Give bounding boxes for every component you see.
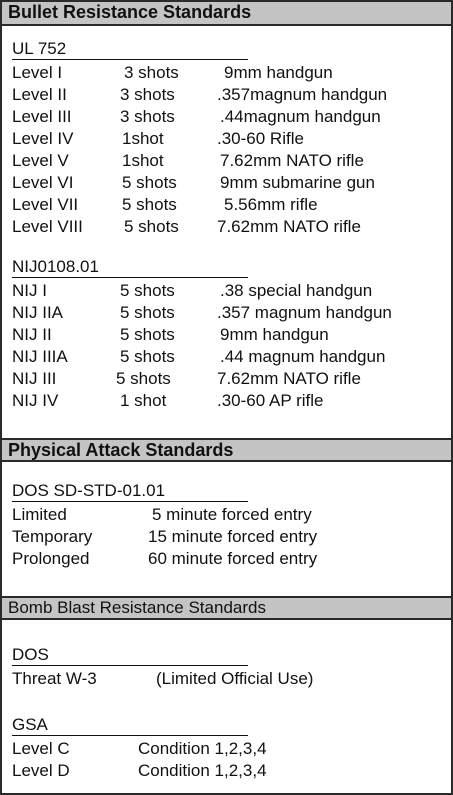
shots-value: 5 shots xyxy=(122,195,177,214)
table-row xyxy=(12,760,447,782)
shots-value: 5 shots xyxy=(124,217,179,236)
level-label: Threat W-3 xyxy=(12,669,97,688)
level-label: Level VI xyxy=(12,173,74,192)
entry-value: 60 minute forced entry xyxy=(148,549,318,568)
shots-value: 1 shot xyxy=(120,391,167,410)
gsa-rows xyxy=(12,738,447,782)
table-row xyxy=(12,668,447,690)
shots-value: 3 shots xyxy=(124,63,179,82)
table-row xyxy=(12,216,447,238)
shots-value: 5 shots xyxy=(120,281,175,300)
weapon-value: 7.62mm NATO rifle xyxy=(217,217,361,236)
table-row xyxy=(12,194,447,216)
table-row xyxy=(12,150,447,172)
level-label: Level III xyxy=(12,107,72,126)
bullet-resistance-header: Bullet Resistance Standards xyxy=(2,2,451,26)
table-row xyxy=(12,128,447,150)
level-label: Level VII xyxy=(12,195,79,214)
level-label: Limited xyxy=(12,505,67,524)
shots-value: 5 shots xyxy=(122,173,177,192)
ul-752-rows xyxy=(12,62,447,238)
entry-value: 5 minute forced entry xyxy=(152,505,312,524)
level-label: NIJ IV xyxy=(12,391,59,410)
level-label: Level D xyxy=(12,761,70,780)
weapon-value: .30-60 Rifle xyxy=(217,129,304,148)
level-label: Level I xyxy=(12,63,63,82)
entry-value: 15 minute forced entry xyxy=(148,527,318,546)
level-label: Temporary xyxy=(12,527,93,546)
shots-value: 3 shots xyxy=(120,107,175,126)
table-row xyxy=(12,84,447,106)
level-label: NIJ IIA xyxy=(12,303,64,322)
shots-value: 5 shots xyxy=(120,303,175,322)
level-label: Prolonged xyxy=(12,549,90,568)
shots-value: 5 shots xyxy=(120,325,175,344)
weapon-value: .357 magnum handgun xyxy=(217,303,392,322)
weapon-value: .44 magnum handgun xyxy=(220,347,386,366)
table-row xyxy=(12,738,447,760)
physical-attack-rows xyxy=(12,504,447,570)
table-row xyxy=(12,504,447,526)
dos-title: DOS xyxy=(12,644,248,666)
table-row xyxy=(12,302,447,324)
table-row xyxy=(12,368,447,390)
nij-title: NIJ0108.01 xyxy=(12,256,248,278)
table-row xyxy=(12,106,447,128)
classification-value: (Limited Official Use) xyxy=(156,669,314,688)
shots-value: 1shot xyxy=(122,151,164,170)
dos-sd-std-title: DOS SD-STD-01.01 xyxy=(12,480,248,502)
physical-attack-header: Physical Attack Standards xyxy=(2,438,451,462)
weapon-value: 7.62mm NATO rifle xyxy=(220,151,364,170)
level-label: Level V xyxy=(12,151,69,170)
weapon-value: .357magnum handgun xyxy=(217,85,388,104)
weapon-value: 9mm submarine gun xyxy=(220,173,375,192)
level-label: NIJ IIIA xyxy=(12,347,68,366)
ul-752-title: UL 752 xyxy=(12,38,248,60)
weapon-value: .30-60 AP rifle xyxy=(217,391,324,410)
shots-value: 1shot xyxy=(122,129,164,148)
shots-value: 5 shots xyxy=(116,369,171,388)
table-row xyxy=(12,526,447,548)
condition-value: Condition 1,2,3,4 xyxy=(138,761,267,780)
bomb-dos-rows xyxy=(12,668,447,690)
weapon-value: 5.56mm rifle xyxy=(224,195,318,214)
level-label: NIJ I xyxy=(12,281,47,300)
shots-value: 3 shots xyxy=(120,85,175,104)
table-row xyxy=(12,172,447,194)
level-label: NIJ III xyxy=(12,369,57,388)
condition-value: Condition 1,2,3,4 xyxy=(138,739,267,758)
level-label: Level IV xyxy=(12,129,74,148)
level-label: Level II xyxy=(12,85,67,104)
table-row xyxy=(12,280,447,302)
shots-value: 5 shots xyxy=(120,347,175,366)
weapon-value: 9mm handgun xyxy=(220,325,329,344)
weapon-value: 7.62mm NATO rifle xyxy=(217,369,361,388)
table-row xyxy=(12,346,447,368)
level-label: NIJ II xyxy=(12,325,52,344)
weapon-value: 9mm handgun xyxy=(224,63,333,82)
table-row xyxy=(12,390,447,412)
nij-rows xyxy=(12,280,447,412)
gsa-title: GSA xyxy=(12,714,248,736)
level-label: Level VIII xyxy=(12,217,83,236)
level-label: Level C xyxy=(12,739,70,758)
table-row xyxy=(12,324,447,346)
table-row xyxy=(12,62,447,84)
weapon-value: .38 special handgun xyxy=(220,281,373,300)
bomb-blast-header: Bomb Blast Resistance Standards xyxy=(2,596,451,620)
weapon-value: .44magnum handgun xyxy=(220,107,381,126)
table-row xyxy=(12,548,447,570)
